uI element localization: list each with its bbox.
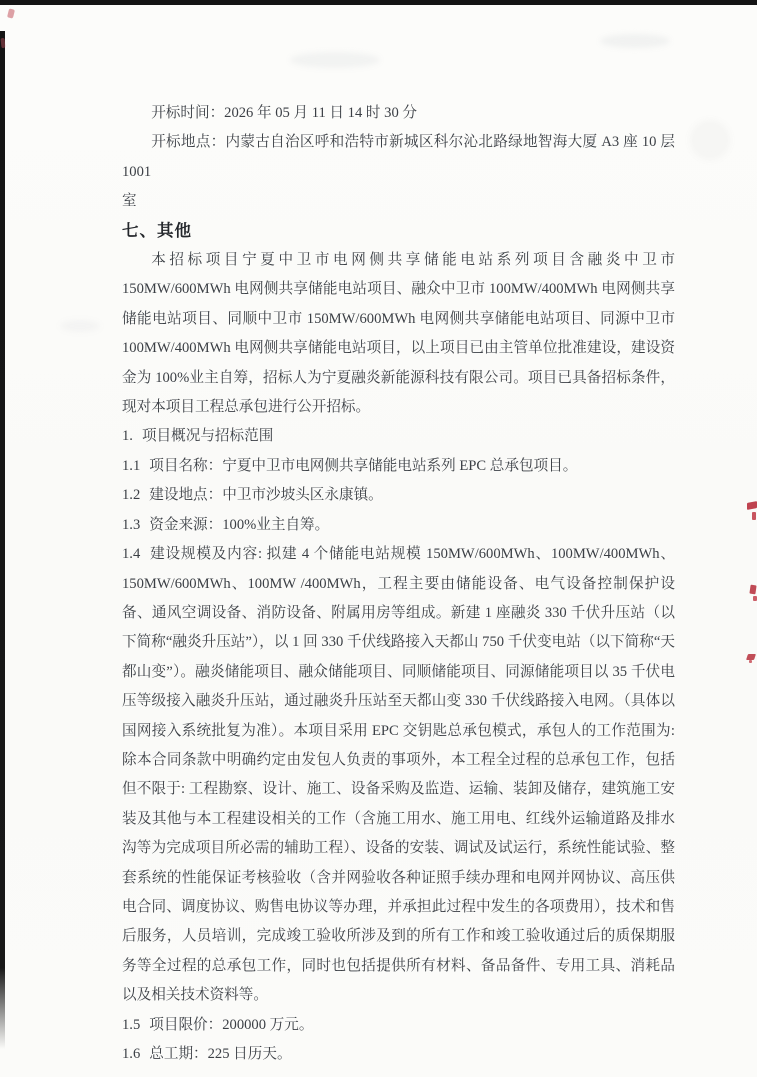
red-seal-fragment-icon <box>746 654 755 664</box>
item-label: 1.4 <box>122 546 141 563</box>
item-text: 资金来源：100%业主自筹。 <box>149 516 330 533</box>
item-overview-heading <box>122 422 675 451</box>
section-heading-other: 七、其他 <box>122 221 192 240</box>
scan-noise-smudge <box>60 320 100 332</box>
item-label: 1. <box>122 428 133 445</box>
item-text: 项目限价：200000 万元。 <box>149 1016 314 1033</box>
item-text: 项目名称：宁夏中卫市电网侧共享储能电站系列 EPC 总承包项目。 <box>149 457 578 474</box>
scan-edge-top <box>0 0 757 5</box>
item-label: 1.2 <box>122 487 141 504</box>
seal-fragment-part <box>749 660 752 663</box>
seal-fragment-part <box>753 596 757 601</box>
seal-fragment-part <box>752 512 756 520</box>
item-label: 1.3 <box>122 516 141 533</box>
intro-paragraph: 本招标项目宁夏中卫市电网侧共享储能电站系列项目含融炎中卫市 150MW/600MWh 电网侧共享储能电站项目、融众中卫市 100MW/400MWh 电网侧共享储能电站项目、同顺中卫市 150MW/600MWh 电网侧共享储能电站项目、同源中卫市 100MW/400MWh 电网侧共享储能电站项目，以上项目已由主管单位批准建设，建设资金为 100%业主自筹，招标人为宁夏融炎新能源科技有限公司。项目已具备招标条件，现对本项目工程总承包进行公开招标。 <box>122 252 675 416</box>
item-label: 1.6 <box>122 1046 141 1062</box>
red-seal-fragment-icon <box>749 585 757 601</box>
scan-edge-left <box>0 31 5 1049</box>
scan-noise-smudge <box>690 120 730 160</box>
item-text: 总工期：225 日历天。 <box>149 1046 292 1062</box>
item-location <box>122 481 675 510</box>
item-text: 项目概况与招标范围 <box>141 428 274 445</box>
red-ink-speck-icon <box>7 8 15 18</box>
item-text: 建设规模及内容: 拟建 4 个储能电站规模 150MW/600MWh、100MW/400MWh、150MW/600MWh、100MW /400MWh，工程主要由储能设备、电气设备控制保护设备、通风空调设备、消防设备、附属用房等组成。新建 1 座融炎 330 千伏升压站（以下简称“融炎升压站”），以 1 回 330 千伏线路接入天都山 750 千伏变电站（以下简称“天都山变”）。融炎储能项目、融众储能项目、同顺储能项目、同源储能项目以 35 千伏电压等级接入融炎升压站，通过融炎升压站至天都山变 330 千伏线路接入电网。（具体以国网接入系统批复为准）。本项目采用 EPC 交钥匙总承包模式，承包人的工作范围为: 除本合同条款中明确约定由发包人负责的事项外，本工程全过程的总承包工作，包括但不限于: 工程勘察、设计、施工、设备采购及监造、运输、装卸及储存，建筑施工安装及其他与本工程建设相关的工作（含施工用水、施工用电、红线外运输道路及排水沟等为完成项目所必需的辅助工程）、设备的安装、调试及试运行，系统性能试验、整套系统的性能保证考核验收（含并网验收各种证照手续办理和电网并网协议、高压供电合同、调度协议、购售电协议等办理，并承担此过程中发生的各项费用），技术和售后服务，人员培训，完成竣工验收所涉及到的所有工作和竣工验收通过后的质保期服务等全过程的总承包工作，同时也包括提供所有材料、备品备件、专用工具、消耗品以及相关技术资料等。 <box>122 546 675 1004</box>
bid-opening-place-line: 开标地点：内蒙古自治区呼和浩特市新城区科尔沁北路绿地智海大厦 A3 座 10 层 1001 <box>122 134 675 180</box>
item-total-duration <box>122 1040 675 1069</box>
red-seal-fragment-icon <box>746 502 757 521</box>
item-scope-and-content <box>122 540 675 1011</box>
document-body <box>122 99 675 1069</box>
item-funding-source <box>122 511 675 540</box>
item-project-name <box>122 452 675 481</box>
bid-opening-place-wrap-line: 室 <box>122 193 137 210</box>
bid-opening-time-line: 开标时间：2026 年 05 月 11 日 14 时 30 分 <box>151 105 417 121</box>
item-label: 1.5 <box>122 1016 141 1033</box>
scan-noise-smudge <box>290 52 380 68</box>
scan-noise-smudge <box>600 34 670 48</box>
seal-fragment-part <box>749 585 756 595</box>
item-text: 建设地点：中卫市沙坡头区永康镇。 <box>149 487 383 504</box>
item-label: 1.1 <box>122 457 141 474</box>
item-price-limit <box>122 1011 675 1040</box>
seal-fragment-part <box>747 501 757 510</box>
